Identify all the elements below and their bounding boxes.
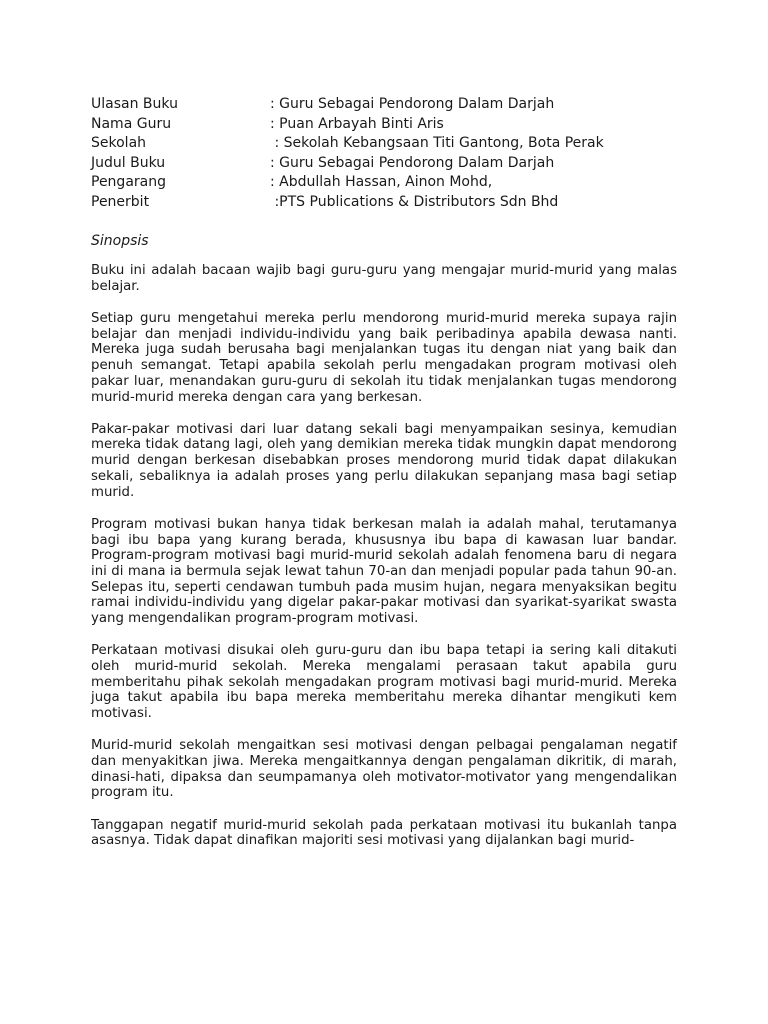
book-info-row	[91, 173, 677, 193]
author-label: Pengarang	[91, 174, 166, 191]
synopsis-paragraph: Murid-murid sekolah mengaitkan sesi motivasi dengan pelbagai pengalaman negatif dan menyakitkan jiwa. Mereka mengaitkannya dengan pengalaman dikritik, di marah, dinasi-hati, dipaksa dan seumpamanya oleh motivator-motivator yang mengendalikan program itu.	[91, 738, 677, 801]
publisher-value: :PTS Publications & Distributors Sdn Bhd	[270, 193, 559, 210]
review-label: Ulasan Buku	[91, 96, 178, 112]
book-info-row	[91, 115, 677, 135]
book-info-row	[91, 134, 677, 154]
title-label: Judul Buku	[91, 154, 166, 171]
document-body	[91, 95, 677, 849]
synopsis-paragraph: Program motivasi bukan hanya tidak berkesan malah ia adalah mahal, terutamanya bagi ibu bapa yang kurang berada, khususnya ibu bapa di kawasan luar bandar. Program-program motivasi bagi murid-murid sekolah adalah fenomena baru di negara ini di mana ia bermula sejak lewat tahun 70-an dan menjadi popular pada tahun 90-an. Selepas itu, seperti cendawan tumbuh pada musim hujan, negara menyaksikan begitu ramai individu-individu yang digelar pakar-pakar motivasi dan syarikat-syarikat swasta yang mengendalikan program-program motivasi.	[91, 516, 677, 627]
synopsis-paragraph: Buku ini adalah bacaan wajib bagi guru-guru yang mengajar murid-murid yang malas belajar.	[91, 263, 677, 294]
synopsis-paragraph: Tanggapan negatif murid-murid sekolah pada perkataan motivasi itu bukanlah tanpa asasnya. Tidak dapat dinafikan majoriti sesi motivasi yang dijalankan bagi murid-	[91, 817, 677, 849]
publisher-label: Penerbit	[91, 193, 150, 210]
author-value: : Abdullah Hassan, Ainon Mohd,	[270, 174, 493, 191]
synopsis-paragraph: Perkataan motivasi disukai oleh guru-guru dan ibu bapa tetapi ia sering kali ditakuti oleh murid-murid sekolah. Mereka mengalami perasaan takut apabila guru memberitahu pihak sekolah mengadakan program motivasi bagi murid-murid. Mereka juga takut apabila ibu bapa mereka memberitahu mereka dihantar mengikuti kem motivasi.	[91, 643, 677, 722]
teacher-label: Nama Guru	[91, 115, 172, 132]
book-info-row	[91, 95, 677, 115]
teacher-value: : Puan Arbayah Binti Aris	[270, 115, 444, 132]
synopsis-paragraph: Pakar-pakar motivasi dari luar datang sekali bagi menyampaikan sesinya, kemudian mereka tidak datang lagi, oleh yang demikian mereka tidak mungkin dapat mendorong murid dengan berkesan disebabkan proses mendorong murid tidak dapat dilakukan sekali, sebaliknya ia adalah proses yang perlu dilakukan sepanjang masa bagi setiap murid.	[91, 421, 677, 500]
title-value: : Guru Sebagai Pendorong Dalam Darjah	[270, 154, 555, 171]
school-label: Sekolah	[91, 135, 147, 152]
book-info-row	[91, 154, 677, 174]
synopsis-paragraph: Setiap guru mengetahui mereka perlu mendorong murid-murid mereka supaya rajin belajar dan menjadi individu-individu yang baik peribadinya apabila dewasa nanti. Mereka juga sudah berusaha bagi menjalankan tugas itu dengan niat yang baik dan penuh semangat. Tetapi apabila sekolah perlu mengadakan program motivasi oleh pakar luar, menandakan guru-guru di sekolah itu tidak menjalankan tugas mendorong murid-murid mereka dengan cara yang berkesan.	[91, 311, 677, 405]
book-info-row	[91, 193, 677, 213]
book-info	[91, 95, 677, 213]
synopsis-heading: Sinopsis	[91, 232, 149, 249]
school-value: : Sekolah Kebangsaan Titi Gantong, Bota Perak	[270, 135, 604, 152]
review-value: : Guru Sebagai Pendorong Dalam Darjah	[270, 96, 555, 112]
